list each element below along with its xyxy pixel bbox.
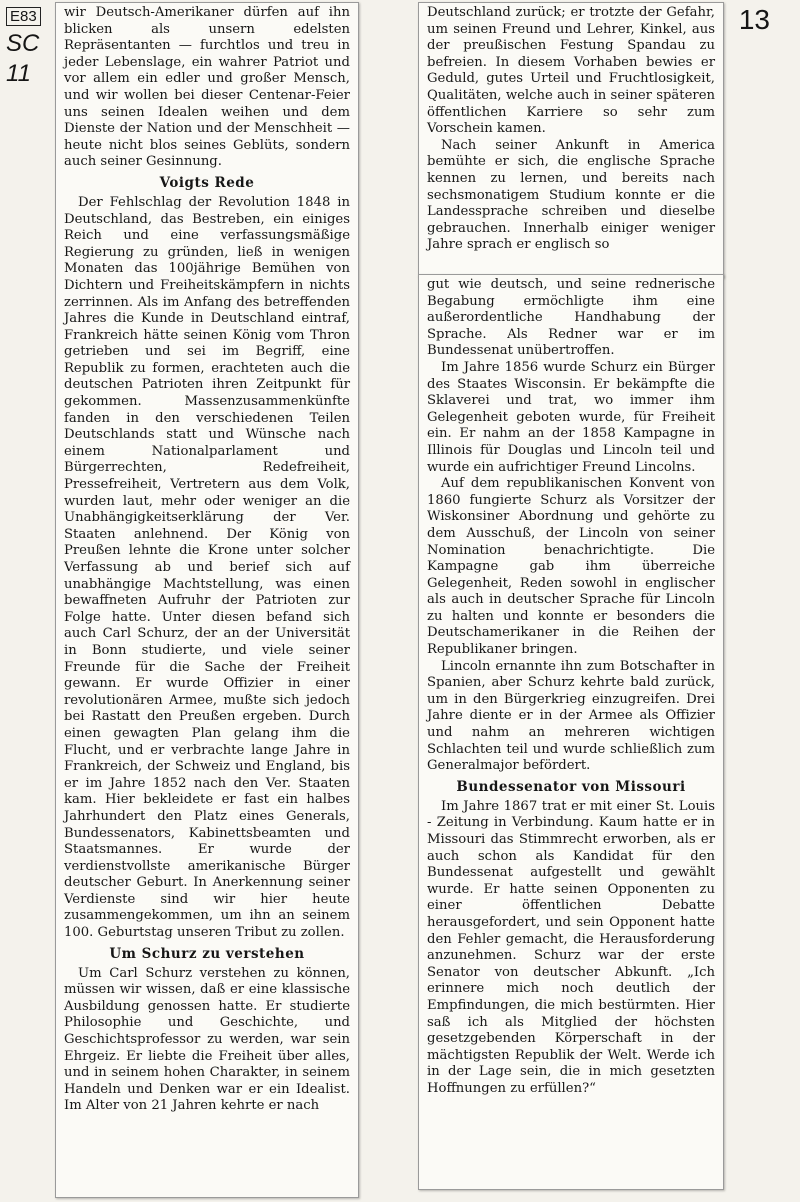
- paragraph: Im Jahre 1856 wurde Schurz ein Bürger des Staates Wisconsin. Er bekämpfte die Sklaverei und trat, wo immer ihm Gelegenheit geboten wurde, für Freiheit ein. Er nahm an der 1858 Kampagne in Illinois für Douglas und Lincoln teil und wurde ein aufrichtiger Freund Lincolns.: [427, 359, 715, 475]
- paragraph: Im Jahre 1867 trat er mit einer St. Louis - Zeitung in Verbindung. Kaum hatte er in Missouri das Stimmrecht erworben, als er auch schon als Kandidat für den Bundessenat aufgestellt und gewählt wurde. Er hatte seinen Opponenten zu einer öffentlichen Debatte herausgefordert, und sein Opponent hatte den Fehler gemacht, die Herausforderung anzunehmen. Schurz war der erste Senator von deutscher Abkunft. „Ich erinnere mich noch deutlich der Empfindungen, die mich bestürmten. Hier saß ich als Mitglied der höchsten gesetzgebenden Körperschaft in der mächtigsten Republik der Welt. Werde ich in der Lage sein, die in mich gesetzten Hoffnungen zu erfüllen?“: [427, 798, 715, 1096]
- paragraph: Um Carl Schurz verstehen zu können, müssen wir wissen, daß er eine klassische Ausbildung genossen hatte. Er studierte Philosophie und Geschichte, und Geschichtsprofessor zu werden, war sein Ehrgeiz. Er liebte die Freiheit über alles, und in seinem hohen Charakter, in seinem Handeln und Denken war er ein Idealist. Im Alter von 21 Jahren kehrte er nach: [64, 965, 350, 1114]
- section-heading: Bundessenator von Missouri: [456, 778, 686, 795]
- clipping-right-top: [418, 2, 724, 278]
- paragraph: wir Deutsch-Amerikaner dürfen auf ihn blicken als unsern edelsten Repräsentanten — furchtlos und treu in jeder Lebenslage, ein wahrer Patriot und vor allem ein edler und großer Mensch, und wir wollen bei dieser Centenar-Feier uns seinen Idealen weihen und dem Dienste der Nation und der Menschheit — heute nicht blos seines Geblüts, sondern auch seiner Gesinnung.: [64, 5, 350, 170]
- paragraph: Auf dem republikanischen Konvent von 1860 fungierte Schurz als Vorsitzer der Wiskonsiner Abordnung und gehörte zu dem Ausschuß, der Lincoln von seiner Nomination benachrichtigte. Die Kampagne gab ihm überreiche Gelegenheit, Reden sowohl in englischer als auch in deutscher Sprache für Lincoln zu halten und konnte er besonders die Deutschamerikaner in die Reihen der Republikaner bringen.: [427, 476, 715, 658]
- section-heading: Voigts Rede: [159, 174, 255, 191]
- section-heading: Um Schurz zu verstehen: [109, 945, 305, 962]
- paragraph: Lincoln ernannte ihn zum Botschafter in Spanien, aber Schurz kehrte bald zurück, um in den Bürgerkrieg einzugreifen. Drei Jahre diente er in der Armee als Offizier und nahm an mehreren wichtigen Schlachten teil und wurde schließlich zum Generalmajor befördert.: [427, 658, 715, 774]
- page-number: 13: [738, 4, 770, 35]
- clipping-right-bottom: [418, 274, 724, 1190]
- paragraph: gut wie deutsch, und seine rednerische Begabung ermöchligte ihm eine außerordentliche Handhabung der Sprache. Als Redner war er im Bundessenat unübertroffen.: [427, 277, 715, 359]
- handwritten-note: 11: [6, 60, 31, 87]
- archive-stamp: E83: [6, 7, 41, 26]
- paragraph: Nach seiner Ankunft in America bemühte er sich, die englische Sprache kennen zu lernen, und bereits nach sechsmonatigem Studium konnte er die Landessprache schreiben und dieselbe gebrauchen. Innerhalb einiger weniger Jahre sprach er englisch so: [427, 137, 715, 253]
- paragraph: Der Fehlschlag der Revolution 1848 in Deutschland, das Bestreben, ein einiges Reich und eine verfassungsmäßige Regierung zu gründen, ließ in wenigen Monaten das 100jährige Bemühen von Dichtern und Freiheitskämpfern in nichts zerrinnen. Als im Anfang des betreffenden Jahres die Kunde in Deutschland eintraf, Frankreich hätte seinen König vom Thron getrieben und sei im Begriff, eine Republik zu formen, erachteten auch die deutschen Patrioten ihren Zeitpunkt für gekommen. Massenzusammenkünfte fanden in den verschiedenen Teilen Deutschlands statt und Wünsche nach einem Nationalparlament und Bürgerrechten, Redefreiheit, Pressefreiheit, Vertretern aus dem Volk, wurden laut, mehr oder weniger an die Unabhängigkeitserklärung der Ver. Staaten anlehnend. Der König von Preußen lehnte die Krone unter solcher Verfassung ab und berief sich auf unabhängige Machtstellung, was einen bewaffneten Aufruhr der Patrioten zur Folge hatte. Unter diesen befand sich auch Carl Schurz, der an der Universität in Bonn studierte, und viele seiner Freunde für die Sache der Freiheit gewann. Er wurde Offizier in einer revolutionären Armee, mußte sich jedoch bei Rastatt den Preußen ergeben. Durch einen gewagten Plan gelang ihm die Flucht, und er verbrachte lange Jahre in Frankreich, der Schweiz und England, bis er im Jahre 1852 nach den Ver. Staaten kam. Hier bekleidete er fast ein halbes Jahrhundert den Platz eines Generals, Bundessenators, Kabinettsbeamten und Staatsmannes. Er wurde der verdienstvollste amerikanische Bürger deutscher Geburt. In Anerkennung seiner Verdienste sind wir hier heute zusammengekommen, um ihn an seinem 100. Geburtstag unseren Tribut zu zollen.: [64, 194, 350, 941]
- handwritten-note: SC: [6, 30, 40, 57]
- clipping-left-column: [55, 2, 359, 1198]
- paragraph: Deutschland zurück; er trotzte der Gefahr, um seinen Freund und Lehrer, Kinkel, aus der preußischen Festung Spandau zu befreien. In diesem Vorhaben bewies er Geduld, gutes Urteil und Fruchtlosigkeit, Qualitäten, welche auch in seiner späteren öffentlichen Karriere so sehr zum Vorschein kamen.: [427, 5, 715, 137]
- margin-annotations: [6, 6, 54, 86]
